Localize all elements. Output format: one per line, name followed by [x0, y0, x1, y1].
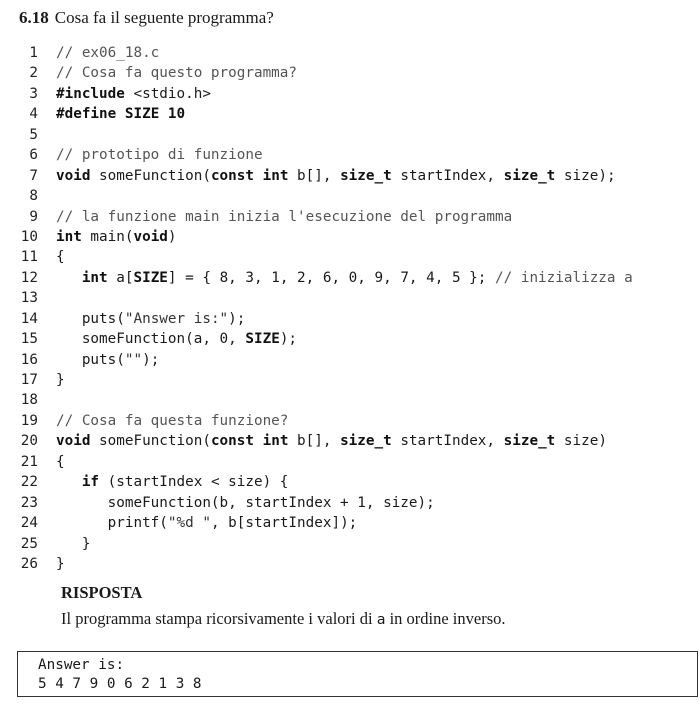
code-text: [56, 104, 185, 124]
code-token: void: [56, 433, 91, 450]
program-output-box: [17, 651, 698, 697]
code-token: const int: [210, 433, 289, 450]
code-text: [56, 452, 65, 472]
code-token: size_t: [503, 167, 556, 184]
code-token: , b[startIndex]);: [210, 515, 358, 532]
code-token: SIZE: [245, 331, 280, 348]
line-number: 19: [20, 412, 38, 429]
code-token: startIndex,: [391, 167, 504, 184]
code-token: a[: [107, 269, 134, 286]
code-token: SIZE: [133, 269, 168, 286]
line-number: 24: [20, 515, 38, 532]
answer-text-before: Il programma stampa ricorsivamente i valori di: [61, 609, 377, 628]
code-token: puts(: [56, 310, 125, 327]
code-token: someFunction(: [90, 167, 211, 184]
code-token: }: [56, 535, 91, 552]
code-token: {: [56, 453, 65, 470]
line-number: 4: [29, 106, 38, 123]
line-number: 18: [20, 392, 38, 409]
exercise-heading: [19, 6, 274, 30]
code-text: [56, 554, 65, 574]
code-token: b[],: [288, 433, 341, 450]
line-number: 21: [20, 453, 38, 470]
answer-text: [61, 608, 506, 631]
code-token: size_t: [340, 167, 392, 184]
code-token: startIndex,: [391, 433, 504, 450]
line-number: 2: [29, 65, 38, 82]
code-token: main(: [81, 228, 134, 245]
code-text: [56, 431, 607, 451]
code-token: ): [167, 228, 177, 245]
code-text: [56, 207, 512, 227]
code-text: [56, 43, 159, 63]
code-text: [56, 329, 297, 349]
code-token: SIZE 10: [124, 106, 186, 123]
code-token: someFunction(: [90, 433, 211, 450]
code-token: someFunction(b, startIndex + 1, size);: [56, 494, 435, 511]
code-token: someFunction(a, 0,: [56, 331, 246, 348]
code-token: ] = { 8, 3, 1, 2, 6, 0, 9, 7, 4, 5 };: [167, 269, 496, 286]
code-token: );: [142, 351, 160, 368]
exercise-number: 6.18: [19, 8, 49, 27]
code-token: const int: [210, 167, 289, 184]
code-token: // Cosa fa questa funzione?: [56, 412, 289, 429]
line-number: 9: [29, 208, 38, 225]
code-token: // Cosa fa questo programma?: [56, 65, 298, 82]
line-number: 10: [20, 228, 38, 245]
code-token: "Answer is:": [124, 310, 229, 327]
line-number: 12: [20, 269, 38, 286]
code-token: void: [56, 167, 91, 184]
code-token: // ex06_18.c: [56, 45, 160, 61]
code-token: // inizializza a: [495, 269, 633, 286]
code-text: [56, 350, 159, 370]
code-text: [56, 534, 90, 554]
code-token: #include: [56, 85, 125, 102]
code-token: );: [279, 331, 298, 348]
line-number: 20: [20, 433, 38, 450]
code-token: "": [124, 351, 143, 368]
code-text: [56, 268, 633, 288]
code-token: // la funzione main inizia l'esecuzione del programma: [56, 208, 513, 225]
code-token: void: [133, 228, 168, 245]
code-token: [56, 474, 82, 490]
code-token: [56, 270, 82, 286]
code-token: puts(: [56, 351, 125, 368]
code-text: [56, 472, 288, 492]
code-text: [56, 84, 211, 104]
line-number: 11: [20, 249, 38, 266]
exercise-question: Cosa fa il seguente programma?: [54, 8, 274, 27]
code-token: if: [81, 474, 100, 491]
code-token: size): [555, 433, 607, 450]
code-token: #define: [56, 106, 117, 123]
output-line-2: 5 4 7 9 0 6 2 1 3 8: [38, 676, 202, 692]
code-text: [56, 227, 177, 247]
line-number: 6: [29, 147, 38, 164]
code-token: printf(: [56, 515, 168, 532]
code-token: }: [56, 372, 65, 388]
code-text: [56, 247, 65, 267]
code-text: [56, 411, 288, 431]
code-token: "%d ": [167, 515, 211, 532]
code-text: [56, 513, 357, 533]
code-token: );: [228, 310, 246, 327]
code-token: size_t: [340, 433, 392, 450]
line-number: 7: [29, 167, 38, 184]
line-number: 23: [20, 494, 38, 511]
code-token: <stdio.h>: [124, 85, 211, 102]
line-number: 14: [20, 310, 38, 327]
line-number: 1: [29, 45, 38, 61]
line-number: 5: [29, 126, 38, 143]
code-text: [56, 166, 616, 186]
line-number: 8: [29, 188, 38, 205]
code-token: {: [56, 249, 65, 266]
line-number: 15: [20, 331, 38, 348]
code-token: [116, 106, 125, 122]
answer-text-code: a: [376, 612, 386, 628]
code-token: size);: [555, 167, 616, 184]
code-text: [56, 145, 263, 165]
answer-text-after: in ordine inverso.: [385, 609, 506, 628]
line-number: 3: [29, 85, 38, 102]
line-number: 22: [20, 474, 38, 491]
code-text: [56, 493, 435, 513]
output-line-1: Answer is:: [38, 657, 125, 673]
line-number: 17: [20, 372, 38, 388]
code-token: (startIndex < size) {: [99, 474, 289, 491]
line-number: 26: [20, 555, 38, 572]
code-token: // prototipo di funzione: [56, 147, 263, 164]
line-number: 25: [20, 535, 38, 552]
code-text: [56, 309, 245, 329]
line-number: 13: [20, 290, 38, 307]
line-number: 16: [20, 351, 38, 368]
code-token: }: [56, 555, 65, 572]
answer-title: RISPOSTA: [61, 583, 143, 602]
code-text: [56, 370, 65, 390]
code-token: int: [56, 228, 82, 245]
code-text: [56, 63, 297, 83]
code-token: int: [81, 269, 108, 286]
code-token: size_t: [503, 433, 556, 450]
code-token: b[],: [288, 167, 341, 184]
